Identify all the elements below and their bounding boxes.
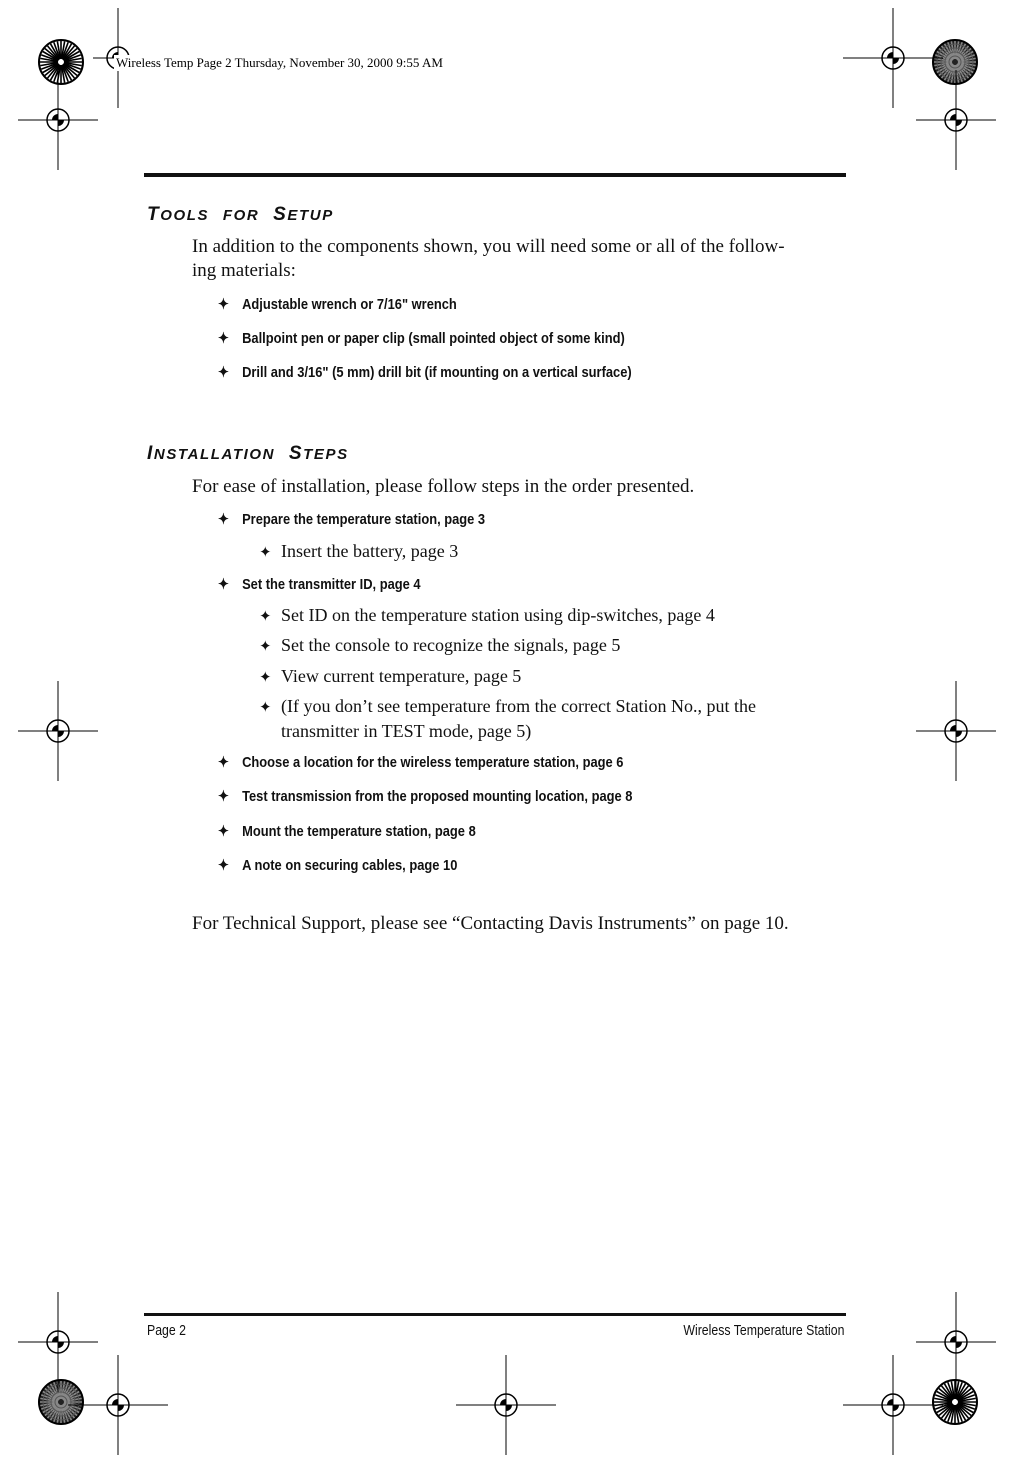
install-step: ✦ A note on securing cables, page 10: [218, 857, 458, 874]
install-step: ✦ Test transmission from the proposed mounting location, page 8: [218, 788, 633, 805]
registration-crosshair-icon: [456, 1355, 556, 1455]
registration-crosshair-icon: [18, 70, 98, 170]
registration-crosshair-icon: [916, 1292, 996, 1392]
bullet-star-icon: ✦: [218, 330, 229, 347]
footer-title: Wireless Temperature Station: [682, 1322, 844, 1339]
tools-intro-line2: ing materials:: [192, 260, 296, 281]
top-rule: [144, 173, 846, 177]
bullet-star-icon: ✦: [218, 364, 229, 381]
color-bar-mark-icon: [933, 1380, 977, 1424]
install-step: ✦ Mount the temperature station, page 8: [218, 823, 476, 840]
install-step: ✦ Prepare the temperature station, page 3: [218, 511, 486, 528]
bullet-star-icon: ✦: [218, 788, 229, 805]
install-step: ✦ Choose a location for the wireless temperature station, page 6: [218, 754, 624, 771]
registration-crosshair-icon: [18, 681, 98, 781]
bullet-star-icon: ✦: [259, 700, 272, 716]
color-bar-mark-icon: [39, 1380, 83, 1424]
install-substep: ✦ (If you don’t see temperature from the correct Station No., put the transmitter in TEST mode, page 5): [259, 696, 757, 741]
support-note: For Technical Support, please see “Contacting Davis Instruments” on page 10.: [192, 913, 789, 934]
registration-crosshair-icon: [916, 681, 996, 781]
registration-crosshair-icon: [843, 8, 943, 108]
bullet-star-icon: ✦: [259, 639, 272, 655]
bullet-star-icon: ✦: [218, 511, 229, 528]
registration-crosshair-icon: [68, 1355, 168, 1455]
install-heading: INSTALLATION STEPS: [147, 443, 349, 464]
footer-page-label: Page 2: [147, 1322, 186, 1339]
bullet-star-icon: ✦: [218, 576, 229, 593]
bullet-star-icon: ✦: [218, 296, 229, 313]
tools-item: ✦ Drill and 3/16" (5 mm) drill bit (if mounting on a vertical surface): [218, 364, 632, 381]
tools-intro-line1: In addition to the components shown, you will need some or all of the follow-: [192, 236, 785, 257]
bullet-star-icon: ✦: [218, 823, 229, 840]
install-substep: ✦ Set the console to recognize the signals, page 5: [259, 634, 620, 659]
registration-crosshair-icon: [843, 1355, 943, 1455]
bottom-rule: [144, 1313, 846, 1316]
tools-heading: TOOLS FOR SETUP: [147, 204, 334, 225]
registration-crosshair-icon: [916, 70, 996, 170]
bullet-star-icon: ✦: [259, 670, 272, 686]
tools-item: ✦ Adjustable wrench or 7/16" wrench: [218, 296, 457, 313]
bullet-star-icon: ✦: [218, 754, 229, 771]
registration-crosshair-icon: [18, 1292, 98, 1392]
install-step: ✦ Set the transmitter ID, page 4: [218, 576, 421, 593]
install-substep: ✦ View current temperature, page 5: [259, 665, 521, 690]
print-stamp: Wireless Temp Page 2 Thursday, November 30, 2000 9:55 AM: [116, 55, 443, 70]
install-intro: For ease of installation, please follow steps in the order presented.: [192, 476, 695, 497]
install-substep: ✦ Set ID on the temperature station using dip-switches, page 4: [259, 604, 715, 629]
color-bar-mark-icon: [933, 40, 977, 84]
bullet-star-icon: ✦: [218, 857, 229, 874]
color-bar-mark-icon: [39, 40, 83, 84]
install-substep: ✦ Insert the battery, page 3: [259, 540, 458, 565]
bullet-star-icon: ✦: [259, 609, 272, 625]
bullet-star-icon: ✦: [259, 545, 272, 561]
tools-item: ✦ Ballpoint pen or paper clip (small pointed object of some kind): [218, 330, 625, 347]
